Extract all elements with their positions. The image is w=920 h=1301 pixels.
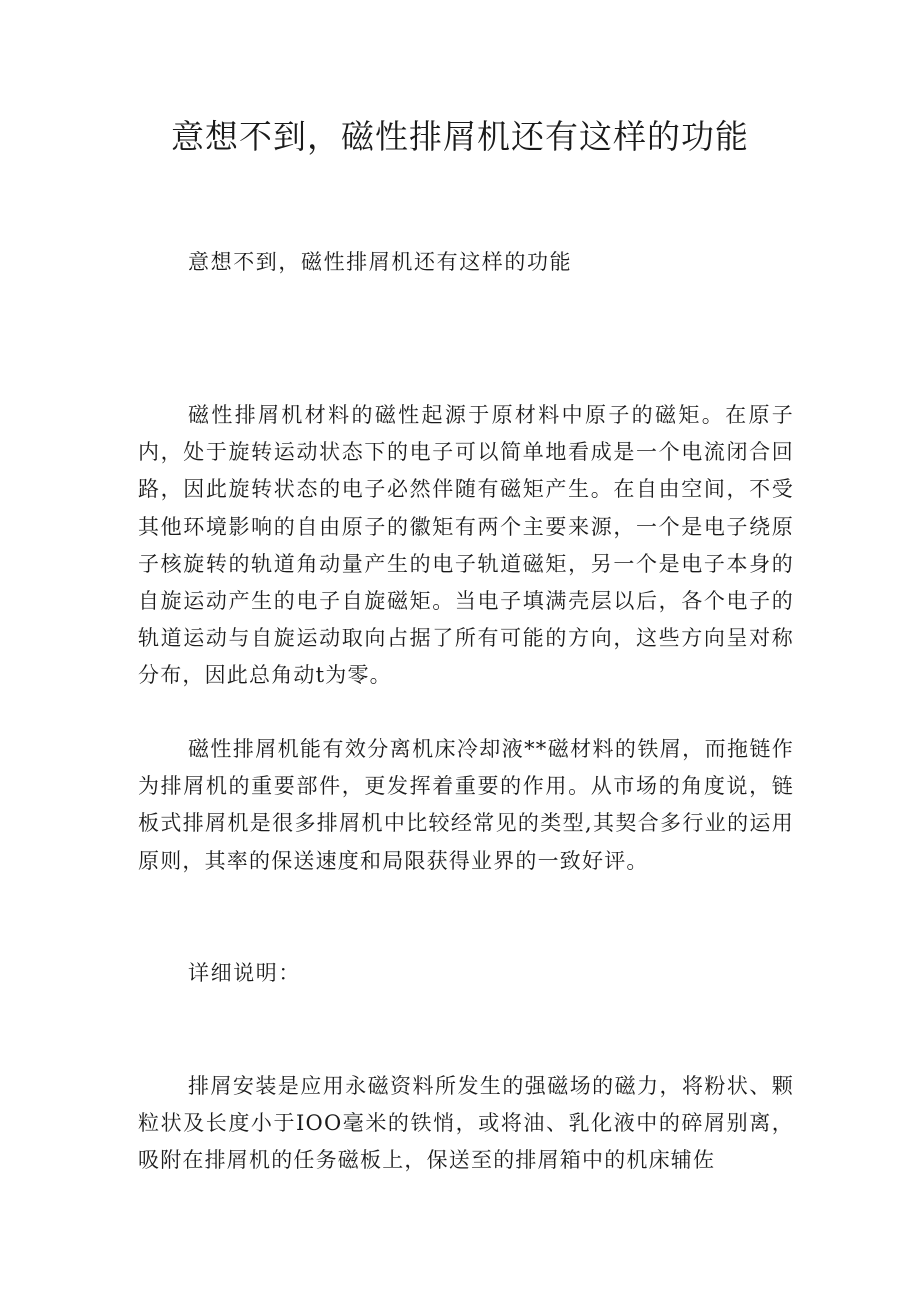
paragraph-detail: 排屑安装是应用永磁资料所发生的强磁场的磁力，将粉状、颗粒状及长度小于IOO毫米的铁悄，或将油、乳化液中的碎屑别离，吸附在排屑机的任务磁板上，保送至的排屑箱中的机床辅佐 xyxy=(138,1074,794,1173)
document-subtitle: 意想不到，磁性排屑机还有这样的功能 xyxy=(188,250,573,274)
document-title: 意想不到，磁性排屑机还有这样的功能 xyxy=(171,117,749,156)
paragraph-chip-conveyor: 磁性排屑机能有效分离机床冷却液**磁材料的铁屑，而拖链作为排屑机的重要部件，更发挥着重要的作用。从市场的角度说，链板式排屑机是很多排屑机中比较经常见的类型,其契合多行业的运用原则，其率的保送速度和局限获得业界的一致好评。 xyxy=(138,737,794,873)
paragraph-magnetic-origin: 磁性排屑机材料的磁性起源于原材料中原子的磁矩。在原子内，处于旋转运动状态下的电子可以简单地看成是一个电流闭合回路，因此旋转状态的电子必然伴随有磁矩产生。在自由空间，不受其他环境影响的自由原子的徽矩有两个主要来源，一个是电子绕原子核旋转的轨道角动量产生的电子轨道磁矩，另一个是电子本身的自旋运动产生的电子自旋磁矩。当电子填满壳层以后，各个电子的轨道运动与自旋运动取向占据了所有可能的方向，这些方向呈对称分布，因此总角动t为零。 xyxy=(138,403,794,688)
section-heading: 详细说明： xyxy=(188,961,301,985)
